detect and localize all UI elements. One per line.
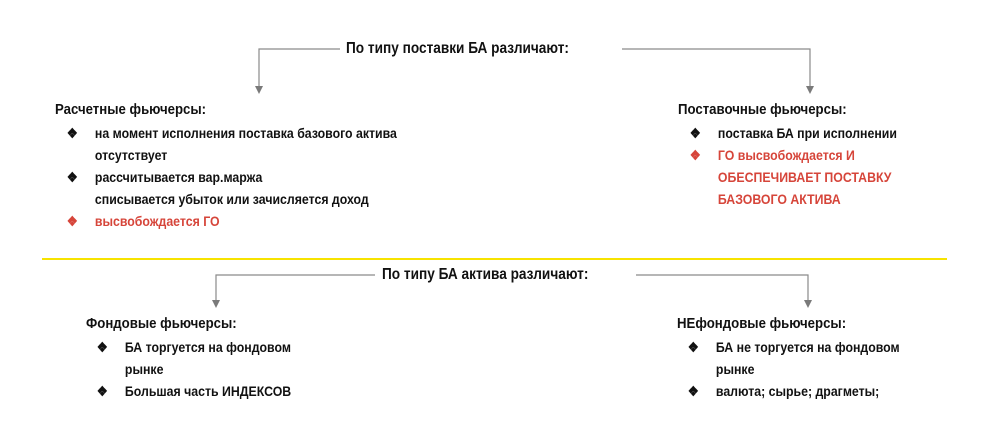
connector-left-2 — [216, 275, 375, 304]
settlement-futures-heading: Расчетные фьючерсы: — [55, 101, 207, 118]
non-stock-futures-list — [686, 336, 900, 402]
connector-right-2 — [636, 275, 808, 304]
bullet-icon: ❖ — [689, 125, 701, 141]
list-item-highlight: ❖ ГО высвобождается И ОБЕСПЕЧИВАЕТ ПОСТАВКУ БАЗОВОГО АКТИВА — [688, 144, 897, 210]
bullet-icon: ❖ — [689, 147, 701, 163]
stock-futures-heading: Фондовые фьючерсы: — [86, 315, 237, 332]
settlement-futures-list — [65, 122, 397, 232]
list-item: ❖ рассчитывается вар.маржа списывается убыток или зачисляется доход — [65, 166, 397, 210]
connector-left-1 — [259, 49, 340, 90]
bullet-icon: ❖ — [687, 339, 699, 355]
bullet-icon: ❖ — [96, 339, 108, 355]
delivery-futures-heading: Поставочные фьючерсы: — [678, 101, 847, 118]
connector-right-1 — [622, 49, 810, 90]
bullet-icon: ❖ — [66, 125, 78, 141]
bullet-icon: ❖ — [96, 383, 108, 399]
list-item: ❖ БА торгуется на фондовом рынке — [95, 336, 291, 380]
list-item: ❖ поставка БА при исполнении — [688, 122, 897, 144]
stock-futures-list — [95, 336, 291, 402]
list-item: ❖ на момент исполнения поставка базового актива отсутствует — [65, 122, 397, 166]
list-item: ❖ БА не торгуется на фондовом рынке — [686, 336, 900, 380]
list-item-highlight: ❖ высвобождается ГО — [65, 210, 397, 232]
bullet-icon: ❖ — [687, 383, 699, 399]
section-divider — [42, 258, 947, 260]
list-item: ❖ Большая часть ИНДЕКСОВ — [95, 380, 291, 402]
non-stock-futures-heading: НЕфондовые фьючерсы: — [677, 315, 847, 332]
section2-title: По типу БА актива различают: — [382, 266, 589, 283]
bullet-icon: ❖ — [66, 169, 78, 185]
delivery-futures-list — [688, 122, 897, 210]
list-item: ❖ валюта; сырье; драгметы; — [686, 380, 900, 402]
bullet-icon: ❖ — [66, 213, 78, 229]
section1-title: По типу поставки БА различают: — [346, 40, 569, 57]
